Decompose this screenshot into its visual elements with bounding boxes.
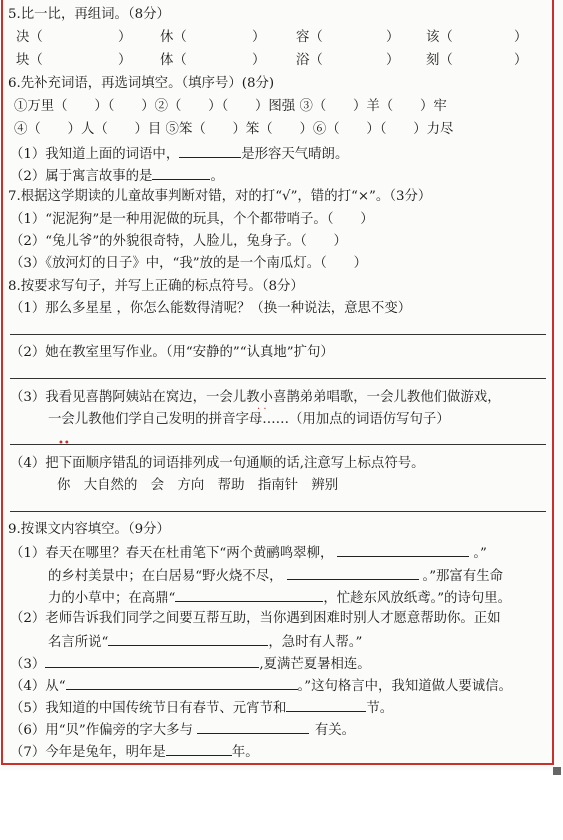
q8-sub3-line1: （3）我看见喜鹊阿姨站在窝边，一会儿教小喜鹊弟弟唱歌，一会儿教他们做游戏， [10,390,501,405]
q8-sub2: （2）她在教室里写作业。（用“安静的”“认真地”扩句） [10,345,334,360]
q9-sub1-line2: 的乡村美景中；在白居易“野火烧不尽， 。”那富有生命 [48,566,503,586]
q7-title: 7.根据这学期读的儿童故事判断对错，对的打“√”，错的打“×”。（3分） [8,189,432,204]
q7-sub1: （1）“泥泥狗”是一种用泥做的玩具，个个都带哨子。（ ） [10,212,374,227]
blank-margin [0,770,563,840]
q9-sub7: （7）今年是兔年，明年是 年。 [10,742,259,762]
q6-idioms-line2: ④（ ）人（ ）目 ⑤笨（ ）笨（ ）⑥（ ）（ ）力尽 [14,122,454,137]
q6-title: 6.先补充词语，再选词填空。（填序号）(8分) [8,76,275,91]
q7-sub2: （2）“兔儿爷”的外貌很奇特，人脸儿，兔身子。（ ） [10,234,347,249]
q5-r2-c2-close: ） [252,53,266,68]
corner-mark [553,767,561,775]
q5-r2-c2: 体（ [160,53,187,68]
q5-r1-c3: 容（ [296,30,323,45]
q9-sub1-blank3[interactable] [175,588,323,602]
q5-r1-c3-close: ） [386,30,400,45]
q5-r2-c1: 块（ [16,53,43,68]
q8-sub2-answer-line[interactable] [10,378,546,379]
q8-word-list: 你 大自然的 会 方向 帮助 指南针 辨别 [57,478,339,493]
q8-sub1-answer-line[interactable] [10,334,546,335]
q5-r1-c4: 该（ [426,30,453,45]
q9-sub1-blank1[interactable] [337,543,469,557]
q8-sub4-answer-line[interactable] [10,511,546,512]
q9-sub7-blank[interactable] [166,742,232,756]
q8-sub4: （4）把下面顺序错乱的词语排列成一句通顺的话,注意写上标点符号。 [10,456,425,471]
emphasis-dots: · · [257,404,267,415]
q9-sub3: （3） ,夏满芒夏暑相连。 [10,654,371,674]
q9-sub2-blank[interactable] [108,632,268,646]
q9-sub2-line2: 名言所说“ ，急时有人帮。” [48,632,362,652]
q9-sub3-blank[interactable] [45,654,259,668]
red-dots: •• [58,438,70,449]
q6-idioms-line1: ①万里（ ）（ ）②（ ）（ ）图强 ③（ ）羊（ ）牢 [14,99,447,114]
q9-sub5-blank[interactable] [286,698,366,712]
q5-r2-c3: 浴（ [296,53,323,68]
q5-r2-c4: 刻（ [426,53,453,68]
q5-r1-c2: 休（ [160,30,187,45]
q9-sub4-blank[interactable] [66,676,298,690]
q9-sub1-line3: 力的小草中；在高鼎“ ，忙趁东风放纸鸢。”的诗句里。 [48,588,511,608]
q8-sub3-line2: 一会儿教他们学自己发明的拼音字母……（用加点的词语仿写句子） [48,412,450,427]
q5-r2-c4-close: ） [514,53,528,68]
q9-sub4: （4）从“ 。”这句格言中，我知道做人要诚信。 [10,676,512,696]
q6-sub2: （2）属于寓言故事的是 。 [10,166,224,186]
q5-r1-c4-close: ） [514,30,528,45]
q5-r1-c2-close: ） [252,30,266,45]
q9-sub6: （6）用“贝”作偏旁的字大多与 有关。 [10,720,355,740]
q8-sub3-answer-line[interactable] [10,444,546,445]
q9-sub2-line1: （2）老师告诉我们同学之间要互帮互助，当你遇到困难时别人才愿意帮助你。正如 [10,611,501,626]
q6-sub2-blank[interactable] [152,166,210,180]
q6-sub1-blank[interactable] [179,144,241,158]
q7-sub3: （3）《放河灯的日子》中，“我”放的是一个南瓜灯。（ ） [10,256,367,271]
q5-title: 5.比一比，再组词。（8分） [8,7,170,22]
q5-r1-c1: 决（ [16,30,43,45]
q8-title: 8.按要求写句子，并写上正确的标点符号。（8分） [8,279,304,294]
q9-sub1-line1: （1）春天在哪里？春天在杜甫笔下“两个黄鹂鸣翠柳， 。” [10,543,487,563]
q6-sub1: （1）我知道上面的词语中， 是形容天气晴朗。 [10,144,348,164]
q5-r1-c1-close: ） [118,30,132,45]
q9-sub5: （5）我知道的中国传统节日有春节、元宵节和 节。 [10,698,393,718]
q5-r2-c3-close: ） [386,53,400,68]
q9-sub6-blank[interactable] [197,720,309,734]
q9-title: 9.按课文内容填空。（9分） [8,522,170,537]
q9-sub1-blank2[interactable] [287,566,419,580]
q8-sub1: （1）那么多星星 ，你怎么能数得清呢？（换一种说法，意思不变） [10,301,412,316]
q5-r2-c1-close: ） [118,53,132,68]
